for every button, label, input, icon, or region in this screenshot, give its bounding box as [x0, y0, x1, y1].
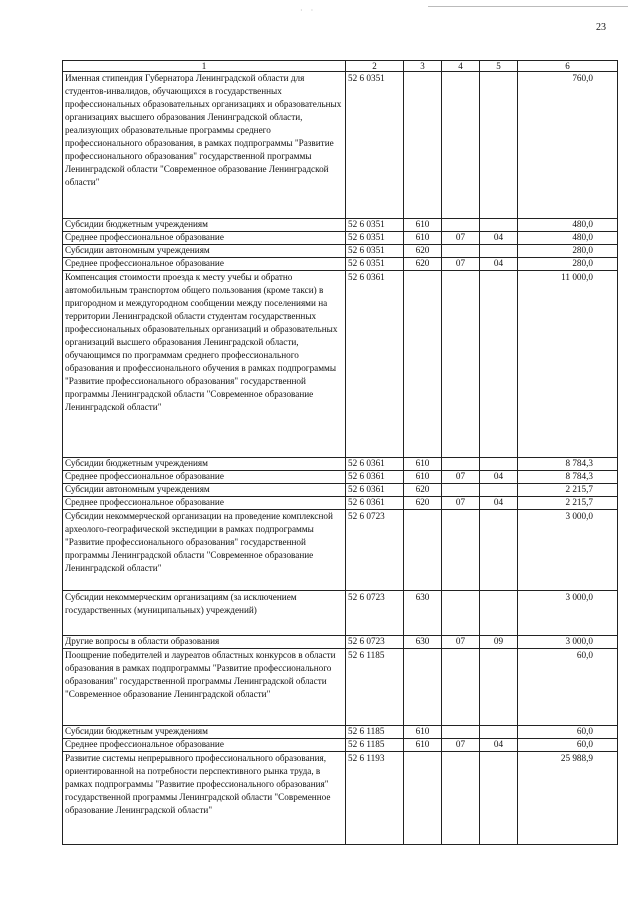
cell-section [442, 245, 480, 258]
table-row [63, 258, 618, 271]
table-row [63, 232, 618, 245]
cell-expense-type: 610 [404, 726, 442, 739]
table-row [63, 245, 618, 258]
cell-expense-type: 620 [404, 484, 442, 497]
scan-artifact: · · [300, 6, 317, 15]
cell-expense-type: 610 [404, 739, 442, 752]
table-row [63, 72, 618, 219]
cell-target-article: 52 6 1185 [346, 739, 404, 752]
cell-amount: 280,0 [518, 245, 618, 258]
cell-target-article: 52 6 1193 [346, 752, 404, 845]
cell-target-article: 52 6 0351 [346, 72, 404, 219]
cell-subsection [480, 591, 518, 636]
table-row [63, 471, 618, 484]
cell-section [442, 484, 480, 497]
cell-target-article: 52 6 1185 [346, 726, 404, 739]
cell-subsection [480, 245, 518, 258]
cell-amount: 25 988,9 [518, 752, 618, 845]
header-cell: 3 [404, 61, 442, 72]
header-cell: 6 [518, 61, 618, 72]
table-row [63, 219, 618, 232]
table-row [63, 739, 618, 752]
cell-target-article: 52 6 0361 [346, 471, 404, 484]
cell-name: Субсидии автономным учреждениям [63, 245, 346, 258]
cell-amount: 3 000,0 [518, 636, 618, 649]
cell-section: 07 [442, 232, 480, 245]
table-row [63, 752, 618, 845]
cell-target-article: 52 6 0361 [346, 271, 404, 458]
cell-target-article: 52 6 0351 [346, 245, 404, 258]
cell-section [442, 726, 480, 739]
table-row [63, 726, 618, 739]
budget-table [62, 60, 618, 845]
cell-expense-type [404, 752, 442, 845]
cell-amount: 11 000,0 [518, 271, 618, 458]
cell-expense-type: 610 [404, 219, 442, 232]
table-row [63, 510, 618, 591]
cell-amount: 60,0 [518, 739, 618, 752]
cell-expense-type: 620 [404, 245, 442, 258]
cell-subsection [480, 219, 518, 232]
cell-subsection [480, 752, 518, 845]
cell-name: Именная стипендия Губернатора Ленинградской области для студентов-инвалидов, обучающихся в государственных профессиональных образовательных организациях и образовательных организациях высшего образования Ленинградской области, реализующих образовательные программы среднего профессионального образования, в рамках подпрограммы "Развитие профессионального образования" государственной программы Ленинградской области "Современное образование Ленинградской области" [63, 72, 346, 219]
cell-expense-type: 610 [404, 458, 442, 471]
cell-name: Поощрение победителей и лауреатов областных конкурсов в области образования в рамках подпрограммы "Развитие профессионального образования" государственной программы Ленинградской области "Современное образование Ленинградской области" [63, 649, 346, 726]
cell-expense-type: 620 [404, 258, 442, 271]
page-number: 23 [596, 22, 606, 33]
header-cell: 4 [442, 61, 480, 72]
table-row [63, 484, 618, 497]
table-row [63, 649, 618, 726]
cell-target-article: 52 6 0723 [346, 636, 404, 649]
header-cell: 2 [346, 61, 404, 72]
header-cell: 5 [480, 61, 518, 72]
cell-subsection: 09 [480, 636, 518, 649]
cell-target-article: 52 6 1185 [346, 649, 404, 726]
cell-name: Среднее профессиональное образование [63, 471, 346, 484]
table-row [63, 497, 618, 510]
cell-target-article: 52 6 0361 [346, 484, 404, 497]
cell-section: 07 [442, 636, 480, 649]
table-row [63, 591, 618, 636]
cell-subsection [480, 271, 518, 458]
cell-expense-type [404, 649, 442, 726]
cell-amount: 2 215,7 [518, 497, 618, 510]
cell-name: Среднее профессиональное образование [63, 232, 346, 245]
cell-expense-type [404, 72, 442, 219]
cell-expense-type [404, 510, 442, 591]
cell-section [442, 72, 480, 219]
cell-target-article: 52 6 0361 [346, 458, 404, 471]
cell-section [442, 591, 480, 636]
top-rule [428, 6, 628, 7]
cell-section [442, 510, 480, 591]
cell-expense-type [404, 271, 442, 458]
cell-name: Среднее профессиональное образование [63, 497, 346, 510]
cell-subsection: 04 [480, 258, 518, 271]
cell-subsection [480, 726, 518, 739]
cell-subsection [480, 649, 518, 726]
table-row [63, 636, 618, 649]
table-body [63, 61, 618, 845]
cell-name: Субсидии бюджетным учреждениям [63, 219, 346, 232]
cell-target-article: 52 6 0723 [346, 510, 404, 591]
cell-amount: 480,0 [518, 219, 618, 232]
cell-section: 07 [442, 497, 480, 510]
cell-subsection: 04 [480, 497, 518, 510]
cell-amount: 2 215,7 [518, 484, 618, 497]
cell-target-article: 52 6 0361 [346, 497, 404, 510]
cell-target-article: 52 6 0351 [346, 258, 404, 271]
cell-subsection [480, 510, 518, 591]
cell-expense-type: 630 [404, 636, 442, 649]
cell-name: Среднее профессиональное образование [63, 258, 346, 271]
cell-section: 07 [442, 258, 480, 271]
cell-section [442, 649, 480, 726]
cell-section: 07 [442, 471, 480, 484]
cell-amount: 60,0 [518, 649, 618, 726]
table-header-row [63, 61, 618, 72]
cell-expense-type: 630 [404, 591, 442, 636]
cell-name: Субсидии некоммерческим организациям (за исключением государственных (муниципальных) учреждений) [63, 591, 346, 636]
cell-subsection [480, 72, 518, 219]
cell-name: Субсидии бюджетным учреждениям [63, 458, 346, 471]
header-cell: 1 [63, 61, 346, 72]
cell-section [442, 219, 480, 232]
cell-amount: 760,0 [518, 72, 618, 219]
cell-section [442, 271, 480, 458]
cell-amount: 480,0 [518, 232, 618, 245]
cell-amount: 280,0 [518, 258, 618, 271]
cell-amount: 8 784,3 [518, 471, 618, 484]
cell-expense-type: 610 [404, 232, 442, 245]
cell-amount: 3 000,0 [518, 591, 618, 636]
cell-expense-type: 620 [404, 497, 442, 510]
cell-amount: 3 000,0 [518, 510, 618, 591]
cell-target-article: 52 6 0351 [346, 219, 404, 232]
cell-subsection [480, 458, 518, 471]
cell-amount: 8 784,3 [518, 458, 618, 471]
cell-expense-type: 610 [404, 471, 442, 484]
cell-section [442, 458, 480, 471]
cell-section: 07 [442, 739, 480, 752]
cell-subsection: 04 [480, 232, 518, 245]
cell-target-article: 52 6 0723 [346, 591, 404, 636]
cell-subsection: 04 [480, 739, 518, 752]
cell-amount: 60,0 [518, 726, 618, 739]
cell-name: Субсидии автономным учреждениям [63, 484, 346, 497]
cell-name: Другие вопросы в области образования [63, 636, 346, 649]
cell-name: Компенсация стоимости проезда к месту учебы и обратно автомобильным транспортом общего пользования (кроме такси) в пригородном и междугородном сообщении между поселениями на территории Ленинградской области студентам государственных профессиональных образовательных организаций и образовательных организаций высшего образования Ленинградской области, обучающимся по программам среднего профессионального образования и профессионального обучения в рамках подпрограммы "Развитие профессионального образования" государственной программы Ленинградской области "Современное образование Ленинградской области" [63, 271, 346, 458]
table-row [63, 458, 618, 471]
cell-name: Субсидии бюджетным учреждениям [63, 726, 346, 739]
cell-subsection [480, 484, 518, 497]
cell-section [442, 752, 480, 845]
cell-name: Субсидии некоммерческой организации на проведение комплексной археолого-географической экспедиции в рамках подпрограммы "Развитие профессионального образования" государственной программы Ленинградской области "Современное образование Ленинградской области" [63, 510, 346, 591]
table-row [63, 271, 618, 458]
cell-name: Развитие системы непрерывного профессионального образования, ориентированной на потребности перспективного рынка труда, в рамках подпрограммы "Развитие профессионального образования" государственной программы Ленинградской области "Современное образование Ленинградской области" [63, 752, 346, 845]
cell-subsection: 04 [480, 471, 518, 484]
cell-name: Среднее профессиональное образование [63, 739, 346, 752]
cell-target-article: 52 6 0351 [346, 232, 404, 245]
